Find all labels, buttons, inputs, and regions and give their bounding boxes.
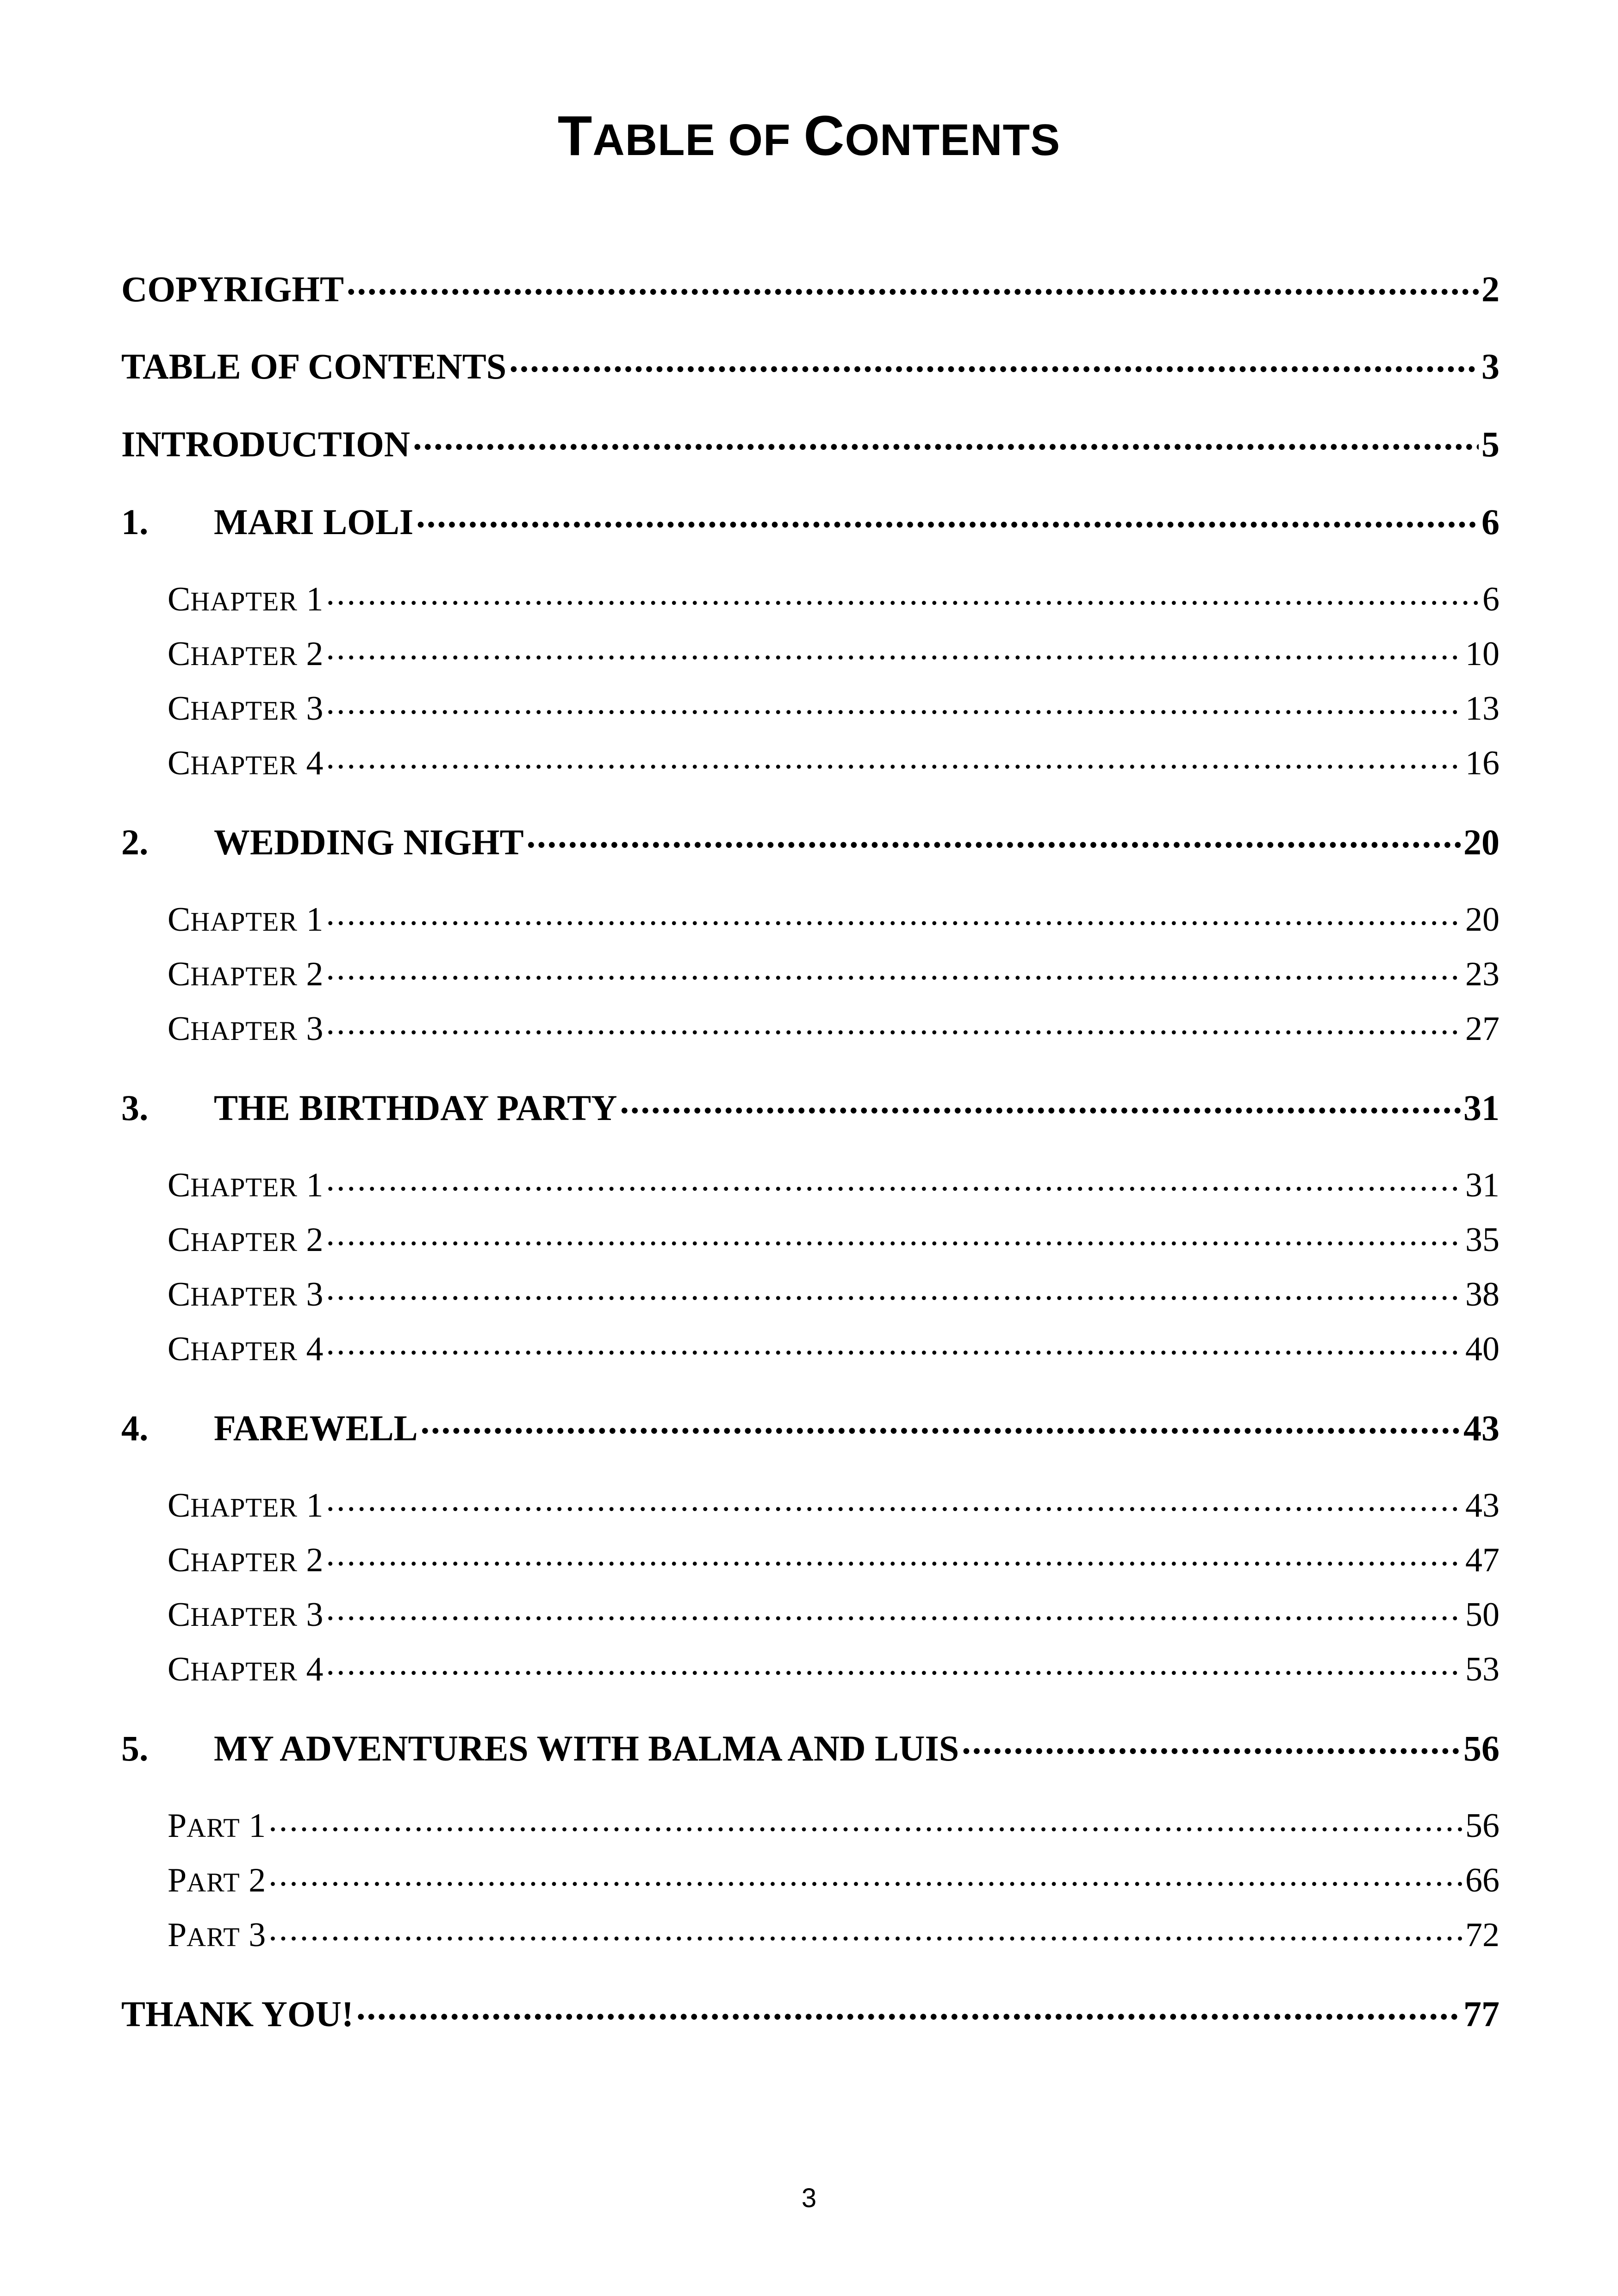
toc-subentry[interactable] (121, 1537, 1500, 1583)
toc-subentry[interactable] (121, 740, 1500, 786)
dot-leader (268, 1912, 1462, 1946)
toc-subentry[interactable] (121, 1482, 1500, 1529)
toc-subentry[interactable] (121, 1912, 1500, 1958)
toc-entry-wedding-night[interactable] (121, 817, 1500, 868)
toc-entry-mari-loli[interactable] (121, 497, 1500, 548)
toc-entry-number: 5. (121, 1728, 149, 1768)
toc-subentry-page: 38 (1465, 1276, 1500, 1313)
toc-entry-label: THE BIRTHDAY PARTY (214, 1088, 617, 1128)
dot-leader (326, 1006, 1462, 1040)
toc-entry-the-birthday-party[interactable] (121, 1083, 1500, 1133)
toc-subentry-label: CHAPTER 2 (168, 635, 324, 673)
toc-subentry-page: 27 (1465, 1010, 1500, 1048)
toc-entry-thank-you[interactable] (121, 1989, 1500, 2040)
toc-entry-page: 3 (1481, 346, 1500, 386)
dot-leader (413, 420, 1479, 456)
toc-entry-page: 20 (1463, 822, 1500, 862)
toc-subentry[interactable] (121, 1803, 1500, 1849)
toc-subentry-page: 16 (1465, 744, 1500, 782)
toc-subentry-page: 40 (1465, 1330, 1500, 1368)
toc-subentry-page: 13 (1465, 690, 1500, 728)
dot-leader (326, 1217, 1462, 1251)
toc-subentry-label: CHAPTER 3 (168, 1276, 324, 1313)
toc-entry-page: 43 (1463, 1408, 1500, 1448)
toc-subentry-page: 20 (1465, 901, 1500, 939)
toc-subentry[interactable] (121, 896, 1500, 943)
dot-leader (620, 1084, 1461, 1120)
toc-entry-label: COPYRIGHT (121, 269, 344, 309)
dot-leader (962, 1724, 1461, 1761)
toc-subentry-page: 56 (1465, 1807, 1500, 1845)
dot-leader (326, 1271, 1462, 1306)
toc-entry-label: FAREWELL (214, 1408, 418, 1448)
toc-subentry-label: CHAPTER 1 (168, 1487, 324, 1524)
toc-subentry[interactable] (121, 951, 1500, 997)
toc-subentry[interactable] (121, 1162, 1500, 1208)
toc-entry-page: 31 (1463, 1088, 1500, 1128)
toc-subentry-page: 35 (1465, 1221, 1500, 1259)
dot-leader (326, 1592, 1462, 1626)
toc-entry-page: 6 (1481, 502, 1500, 542)
toc-subentry[interactable] (121, 685, 1500, 732)
dot-leader (416, 498, 1479, 534)
toc-entry-number: 3. (121, 1088, 149, 1128)
toc-subentry-page: 53 (1465, 1650, 1500, 1688)
toc-entry-label: THANK YOU! (121, 1994, 354, 2034)
dot-leader (326, 1646, 1462, 1680)
toc-entry-page: 5 (1481, 424, 1500, 464)
dot-leader (326, 1482, 1462, 1517)
toc-entry-my-adventures-with-balma-and-luis[interactable] (121, 1723, 1500, 1774)
dot-leader (326, 576, 1480, 610)
toc-subentry-label: CHAPTER 3 (168, 690, 324, 728)
toc-subentry-label: CHAPTER 4 (168, 1650, 324, 1688)
toc-entry-introduction[interactable] (121, 419, 1500, 470)
toc-subentry[interactable] (121, 1326, 1500, 1372)
dot-leader (326, 1537, 1462, 1571)
dot-leader (326, 951, 1462, 985)
dot-leader (326, 685, 1462, 720)
toc-subentry-label: CHAPTER 1 (168, 580, 324, 618)
toc-subentry-label: CHAPTER 1 (168, 1166, 324, 1204)
toc-subentry-page: 43 (1465, 1487, 1500, 1524)
title-rest-1: ABLE OF (592, 115, 804, 165)
toc-subentry-page: 66 (1465, 1861, 1500, 1899)
toc-entry-table-of-contents[interactable] (121, 341, 1500, 392)
toc-subentry-page: 50 (1465, 1596, 1500, 1634)
table-of-contents (121, 0, 1500, 2296)
toc-subentry[interactable] (121, 631, 1500, 677)
toc-subentry-page: 47 (1465, 1541, 1500, 1579)
toc-entry-label: TABLE OF CONTENTS (121, 346, 507, 386)
toc-subentry-label: PART 1 (168, 1807, 266, 1845)
dot-leader (421, 1404, 1461, 1440)
dot-leader (509, 342, 1479, 379)
toc-subentry-label: CHAPTER 2 (168, 1221, 324, 1259)
toc-entry-copyright[interactable] (121, 264, 1500, 315)
toc-entry-number: 4. (121, 1408, 149, 1448)
toc-entry-label: MARI LOLI (214, 502, 414, 542)
toc-subentry-page: 31 (1465, 1166, 1500, 1204)
toc-subentry[interactable] (121, 1592, 1500, 1638)
toc-entry-label: INTRODUCTION (121, 424, 411, 464)
dot-leader (356, 1990, 1461, 2026)
toc-subentry[interactable] (121, 1857, 1500, 1904)
toc-subentry-label: CHAPTER 3 (168, 1596, 324, 1634)
toc-subentry-label: PART 3 (168, 1916, 266, 1954)
toc-subentry-label: CHAPTER 2 (168, 955, 324, 993)
toc-subentry[interactable] (121, 1646, 1500, 1692)
title-rest-2: ONTENTS (845, 115, 1061, 165)
toc-subentry-label: CHAPTER 3 (168, 1010, 324, 1048)
toc-subentry[interactable] (121, 576, 1500, 622)
title-initial-2: C (803, 104, 845, 167)
dot-leader (326, 1162, 1462, 1196)
dot-leader (268, 1857, 1462, 1892)
toc-subentry-label: PART 2 (168, 1861, 266, 1899)
toc-entry-number: 2. (121, 822, 149, 862)
dot-leader (326, 896, 1462, 931)
toc-entry-page: 77 (1463, 1994, 1500, 2034)
toc-subentry-label: CHAPTER 4 (168, 744, 324, 782)
toc-subentry[interactable] (121, 1217, 1500, 1263)
footer-page-number: 3 (801, 2183, 817, 2213)
toc-entry-page: 56 (1463, 1728, 1500, 1768)
toc-subentry[interactable] (121, 1271, 1500, 1318)
toc-subentry-page: 23 (1465, 955, 1500, 993)
toc-subentry-page: 6 (1482, 580, 1500, 618)
toc-subentry-label: CHAPTER 4 (168, 1330, 324, 1368)
toc-entry-number: 1. (121, 502, 149, 542)
toc-subentry-page: 10 (1465, 635, 1500, 673)
toc-subentry-label: CHAPTER 1 (168, 901, 324, 939)
dot-leader (347, 265, 1479, 301)
dot-leader (326, 631, 1462, 665)
toc-subentry[interactable] (121, 1006, 1500, 1052)
toc-entry-page: 2 (1481, 269, 1500, 309)
dot-leader (326, 1326, 1462, 1360)
dot-leader (268, 1803, 1462, 1837)
toc-entry-farewell[interactable] (121, 1403, 1500, 1454)
toc-subentry-label: CHAPTER 2 (168, 1541, 324, 1579)
toc-entry-label: MY ADVENTURES WITH BALMA AND LUIS (214, 1728, 959, 1768)
dot-leader (527, 818, 1461, 854)
toc-subentry-page: 72 (1465, 1916, 1500, 1954)
dot-leader (326, 740, 1462, 774)
title-initial-1: T (557, 104, 593, 167)
toc-entry-label: WEDDING NIGHT (214, 822, 524, 862)
